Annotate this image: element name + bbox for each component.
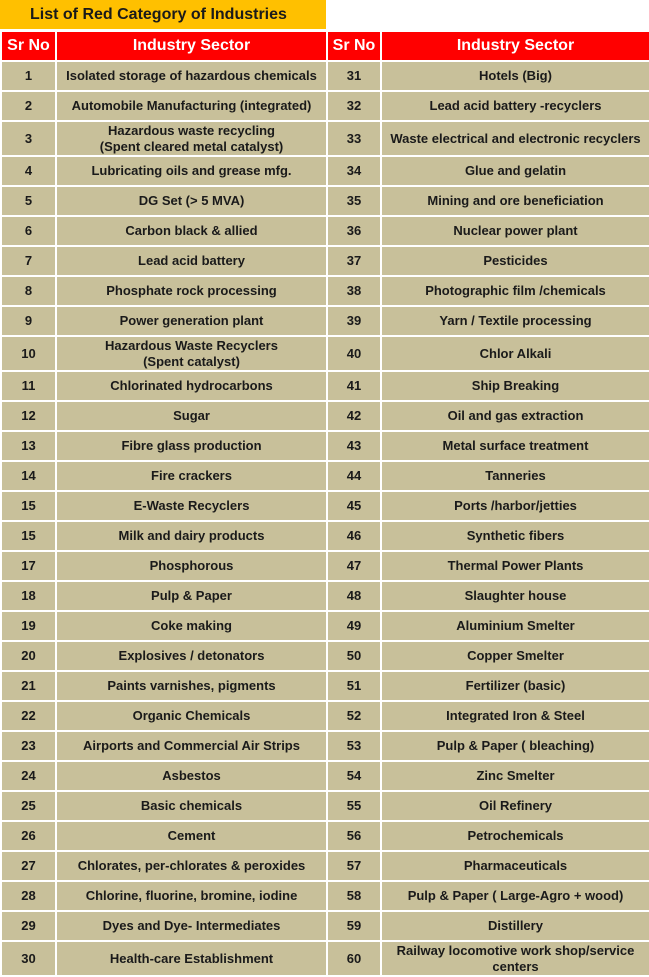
sr-no-cell: 26 [1, 821, 56, 851]
industry-sector-cell: Pesticides [381, 246, 649, 276]
industry-sector-cell: Ports /harbor/jetties [381, 491, 649, 521]
sr-no-cell: 15 [1, 491, 56, 521]
sr-no-cell: 15 [1, 521, 56, 551]
industry-sector-cell: Phosphorous [56, 551, 327, 581]
table-row [1, 701, 649, 731]
table-row [1, 336, 649, 371]
sr-no-cell: 39 [327, 306, 381, 336]
table-row [1, 851, 649, 881]
sr-no-cell: 9 [1, 306, 56, 336]
sr-no-cell: 19 [1, 611, 56, 641]
industry-sector-cell: Fibre glass production [56, 431, 327, 461]
sr-no-cell: 6 [1, 216, 56, 246]
table-row [1, 521, 649, 551]
industry-sector-cell: Chlorinated hydrocarbons [56, 371, 327, 401]
table-row [1, 431, 649, 461]
industry-sector-cell: Mining and ore beneficiation [381, 186, 649, 216]
sr-no-cell: 43 [327, 431, 381, 461]
sr-no-cell: 56 [327, 821, 381, 851]
table-row [1, 461, 649, 491]
industry-sector-cell: Sugar [56, 401, 327, 431]
sr-no-cell: 23 [1, 731, 56, 761]
industry-sector-cell: Zinc Smelter [381, 761, 649, 791]
industry-sector-cell: Chlorine, fluorine, bromine, iodine [56, 881, 327, 911]
table-row [1, 276, 649, 306]
industry-sector-cell: Dyes and Dye- Intermediates [56, 911, 327, 941]
industry-sector-cell: Cement [56, 821, 327, 851]
industry-sector-cell: Fertilizer (basic) [381, 671, 649, 701]
sr-no-cell: 36 [327, 216, 381, 246]
industry-sector-cell: Power generation plant [56, 306, 327, 336]
industry-sector-cell: Asbestos [56, 761, 327, 791]
industry-sector-cell: Waste electrical and electronic recyclers [381, 121, 649, 156]
industry-sector-cell: Basic chemicals [56, 791, 327, 821]
sr-no-cell: 45 [327, 491, 381, 521]
industry-sector-cell: Yarn / Textile processing [381, 306, 649, 336]
sr-no-cell: 30 [1, 941, 56, 976]
industry-sector-cell: Paints varnishes, pigments [56, 671, 327, 701]
red-category-table [0, 30, 649, 977]
table-row [1, 401, 649, 431]
sr-no-cell: 2 [1, 91, 56, 121]
sr-no-cell: 13 [1, 431, 56, 461]
sr-no-cell: 33 [327, 121, 381, 156]
sr-no-cell: 42 [327, 401, 381, 431]
table-row [1, 371, 649, 401]
industry-sector-cell: Lubricating oils and grease mfg. [56, 156, 327, 186]
sr-no-cell: 57 [327, 851, 381, 881]
industry-sector-cell: Synthetic fibers [381, 521, 649, 551]
sr-no-cell: 31 [327, 61, 381, 91]
industry-sector-cell: Health-care Establishment [56, 941, 327, 976]
sr-no-cell: 17 [1, 551, 56, 581]
sr-no-cell: 38 [327, 276, 381, 306]
industry-sector-cell: Fire crackers [56, 461, 327, 491]
industry-sector-cell: Pharmaceuticals [381, 851, 649, 881]
sr-no-cell: 55 [327, 791, 381, 821]
sr-no-cell: 8 [1, 276, 56, 306]
sr-no-cell: 1 [1, 61, 56, 91]
industry-sector-cell: Carbon black & allied [56, 216, 327, 246]
sr-no-cell: 51 [327, 671, 381, 701]
industry-sector-cell: DG Set (> 5 MVA) [56, 186, 327, 216]
sr-no-cell: 7 [1, 246, 56, 276]
industry-sector-cell: Oil Refinery [381, 791, 649, 821]
header-row [1, 31, 649, 61]
table-row [1, 491, 649, 521]
sr-no-cell: 53 [327, 731, 381, 761]
sr-no-cell: 40 [327, 336, 381, 371]
industry-sector-cell: Ship Breaking [381, 371, 649, 401]
table-row [1, 91, 649, 121]
industry-sector-cell: Copper Smelter [381, 641, 649, 671]
industry-sector-cell: Automobile Manufacturing (integrated) [56, 91, 327, 121]
header-industry-sector: Industry Sector [56, 31, 327, 61]
table-row [1, 761, 649, 791]
table-row [1, 611, 649, 641]
sr-no-cell: 49 [327, 611, 381, 641]
industry-sector-cell: Tanneries [381, 461, 649, 491]
sr-no-cell: 14 [1, 461, 56, 491]
sr-no-cell: 48 [327, 581, 381, 611]
industry-sector-cell: Thermal Power Plants [381, 551, 649, 581]
table-row [1, 551, 649, 581]
sr-no-cell: 37 [327, 246, 381, 276]
industry-sector-cell: Railway locomotive work shop/service centers [381, 941, 649, 976]
industry-sector-cell: Phosphate rock processing [56, 276, 327, 306]
sr-no-cell: 34 [327, 156, 381, 186]
industry-sector-cell: Lead acid battery [56, 246, 327, 276]
sr-no-cell: 24 [1, 761, 56, 791]
table-row [1, 581, 649, 611]
sr-no-cell: 11 [1, 371, 56, 401]
sr-no-cell: 28 [1, 881, 56, 911]
sr-no-cell: 47 [327, 551, 381, 581]
industry-sector-cell: Integrated Iron & Steel [381, 701, 649, 731]
industry-sector-cell: Pulp & Paper ( Large-Agro + wood) [381, 881, 649, 911]
sr-no-cell: 46 [327, 521, 381, 551]
sr-no-cell: 21 [1, 671, 56, 701]
table-row [1, 121, 649, 156]
industry-sector-cell: Pulp & Paper ( bleaching) [381, 731, 649, 761]
sr-no-cell: 52 [327, 701, 381, 731]
industry-sector-cell: Aluminium Smelter [381, 611, 649, 641]
table-row [1, 821, 649, 851]
sr-no-cell: 58 [327, 881, 381, 911]
industry-sector-cell: Oil and gas extraction [381, 401, 649, 431]
industry-sector-cell: Nuclear power plant [381, 216, 649, 246]
industry-sector-cell: Metal surface treatment [381, 431, 649, 461]
industry-sector-cell: Photographic film /chemicals [381, 276, 649, 306]
sr-no-cell: 44 [327, 461, 381, 491]
table-row [1, 791, 649, 821]
sr-no-cell: 59 [327, 911, 381, 941]
table-row [1, 641, 649, 671]
header-sr-no: Sr No [327, 31, 381, 61]
industry-sector-cell: Chlorates, per-chlorates & peroxides [56, 851, 327, 881]
sr-no-cell: 10 [1, 336, 56, 371]
sr-no-cell: 12 [1, 401, 56, 431]
table-row [1, 941, 649, 976]
sr-no-cell: 60 [327, 941, 381, 976]
table-title: List of Red Category of Industries [0, 0, 326, 29]
industry-sector-cell: Hazardous waste recycling (Spent cleared metal catalyst) [56, 121, 327, 156]
sr-no-cell: 50 [327, 641, 381, 671]
sr-no-cell: 18 [1, 581, 56, 611]
industry-sector-cell: Airports and Commercial Air Strips [56, 731, 327, 761]
table-row [1, 61, 649, 91]
industry-sector-cell: Glue and gelatin [381, 156, 649, 186]
table-row [1, 911, 649, 941]
sr-no-cell: 27 [1, 851, 56, 881]
sr-no-cell: 41 [327, 371, 381, 401]
sr-no-cell: 20 [1, 641, 56, 671]
sr-no-cell: 35 [327, 186, 381, 216]
industry-sector-cell: Chlor Alkali [381, 336, 649, 371]
sr-no-cell: 3 [1, 121, 56, 156]
industry-sector-cell: Lead acid battery -recyclers [381, 91, 649, 121]
sr-no-cell: 25 [1, 791, 56, 821]
sr-no-cell: 4 [1, 156, 56, 186]
sr-no-cell: 32 [327, 91, 381, 121]
table-row [1, 246, 649, 276]
table-row [1, 306, 649, 336]
table-row [1, 156, 649, 186]
table-row [1, 186, 649, 216]
industry-sector-cell: Slaughter house [381, 581, 649, 611]
industry-sector-cell: E-Waste Recyclers [56, 491, 327, 521]
industry-sector-cell: Isolated storage of hazardous chemicals [56, 61, 327, 91]
header-sr-no: Sr No [1, 31, 56, 61]
industry-sector-cell: Distillery [381, 911, 649, 941]
header-industry-sector: Industry Sector [381, 31, 649, 61]
industry-sector-cell: Explosives / detonators [56, 641, 327, 671]
table-row [1, 881, 649, 911]
industry-sector-cell: Hazardous Waste Recyclers (Spent catalyst) [56, 336, 327, 371]
industry-sector-cell: Organic Chemicals [56, 701, 327, 731]
sr-no-cell: 5 [1, 186, 56, 216]
table-row [1, 731, 649, 761]
table-row [1, 671, 649, 701]
table-row [1, 216, 649, 246]
sr-no-cell: 54 [327, 761, 381, 791]
sr-no-cell: 29 [1, 911, 56, 941]
industry-sector-cell: Coke making [56, 611, 327, 641]
industry-sector-cell: Pulp & Paper [56, 581, 327, 611]
industry-sector-cell: Milk and dairy products [56, 521, 327, 551]
industry-sector-cell: Petrochemicals [381, 821, 649, 851]
sr-no-cell: 22 [1, 701, 56, 731]
industry-sector-cell: Hotels (Big) [381, 61, 649, 91]
